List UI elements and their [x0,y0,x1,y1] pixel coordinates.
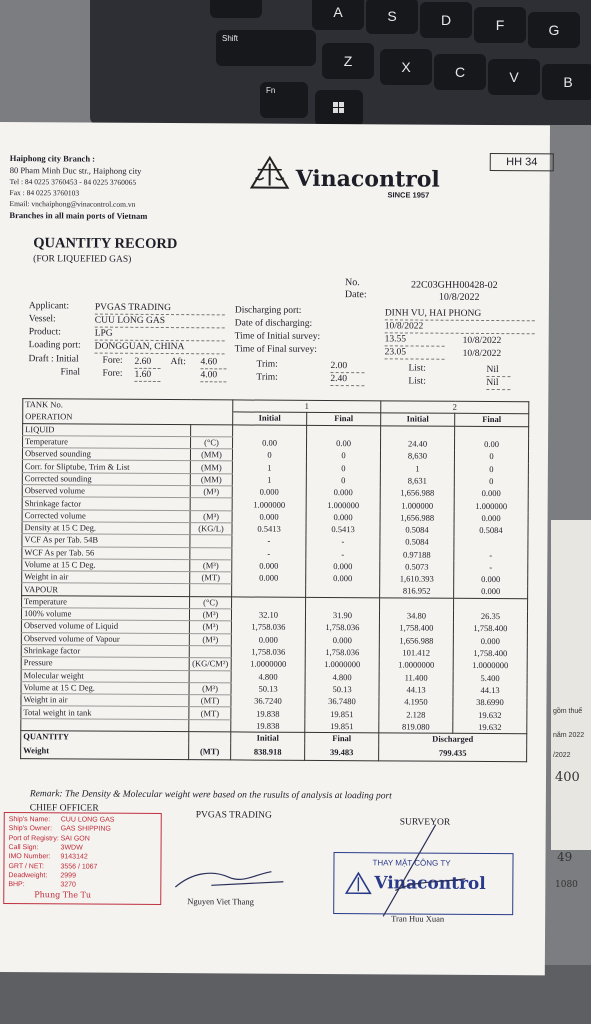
quantity-initial-header: Initial [231,732,305,744]
vapour-unit: (°C) [190,596,232,609]
vapour-value: 1,758.036 [231,646,305,659]
liquid-value: 1 [232,461,306,474]
weight-unit: (MT) [189,743,231,760]
fore-label-final: Fore: [102,368,123,379]
list-label-initial: List: [408,363,426,374]
vapour-label: Volume at 15 C Deg. [21,681,189,694]
document-subtitle: (FOR LIQUEFIED GAS) [33,254,132,265]
side-note-2: năm 2022 [553,732,585,739]
pvgas-signer-name: Nguyen Viet Thang [187,896,254,907]
stamp-value: CUU LONG GAS [60,816,115,824]
draft-final-aft: 4.00 [200,371,226,382]
liquid-value: - [232,535,306,548]
liquid-label: Weight in air [22,571,190,584]
vapour-unit: (M³) [189,633,231,646]
vapour-unit [189,719,231,732]
liquid-value: 0 [454,475,528,488]
liquid-value: 1.000000 [380,499,454,512]
vapour-label: Weight in air [21,694,189,707]
draft-initial-aft: 4.60 [200,358,226,369]
liquid-value [307,425,381,438]
vapour-value: 36.7240 [231,695,305,708]
liquid-value: 0.000 [232,560,306,573]
liquid-value: 0.5084 [454,524,528,537]
liquid-value: 24.40 [381,438,455,451]
draft-initial-fore: 2.60 [134,358,160,369]
branch-fax: Fax : 84 0225 3760103 [9,188,80,198]
vapour-value: 36.7480 [305,695,379,708]
surveyor-label: SURVEYOR [399,817,451,828]
fore-label-initial: Fore: [102,355,123,366]
pvgas-signature [171,863,291,894]
liquid-unit: (M³) [190,486,232,499]
vapour-value: 5.400 [453,672,527,685]
vapour-value [380,598,454,611]
product-label: Product: [28,327,61,338]
vapour-value: 19.838 [231,707,305,720]
vapour-value: 101.412 [379,647,453,660]
date-discharging-label: Date of discharging: [234,318,313,329]
liquid-value: 0.00 [233,437,307,450]
vapour-value: 819.080 [379,721,453,734]
liquid-value: 0.000 [306,560,380,573]
liquid-value: 0.5084 [380,524,454,537]
vapour-value: 4.800 [305,671,379,684]
liquid-value: 0.5084 [380,536,454,549]
liquid-label: Density at 15 C Deg. [22,522,190,535]
liquid-value [381,425,455,438]
logo-name: Vinacontrol [295,165,440,193]
liquid-label: WCF As per Tab. 56 [22,546,190,559]
liquid-unit [190,535,232,548]
key-g: G [528,12,580,48]
liquid-value: 0 [454,463,528,476]
key-caps-lock [210,0,262,18]
liquid-value: 0.000 [454,512,528,525]
liquid-value: 0.000 [306,486,380,499]
stamp-key: IMO Number: [8,853,51,861]
liquid-value: 0 [232,449,306,462]
pvgas-label: PVGAS TRADING [195,810,272,821]
final-survey-label: Time of Final survey: [234,344,317,355]
vapour-value: 19.851 [305,720,379,733]
key-c: C [434,54,486,90]
liquid-label: Corrected sounding [22,472,190,485]
vapour-value: 19.838 [231,720,305,733]
stamp-value: 2999 [60,872,76,880]
list-final: Nil [486,379,510,390]
trim-label-final: Trim: [256,372,278,383]
branch-tel: Tel : 84 0225 3760453 - 84 0225 3760065 [9,177,137,187]
vapour-value: 0.000 [305,634,379,647]
vapour-value: 26.35 [453,610,527,623]
stamp-value: 3WDW [60,844,83,852]
draft-final-label: Final [60,367,81,378]
discharging-port-value: DINH VU, HAI PHONG [385,309,535,320]
liquid-value [232,584,306,597]
liquid-unit: (KG/L) [190,523,232,536]
vapour-unit: (MT) [189,707,231,720]
vapour-value: 0.000 [453,635,527,648]
stamp-line [9,825,111,833]
liquid-value: 0.000 [306,511,380,524]
liquid-value: - [306,548,380,561]
vapour-value: 1,656.988 [379,634,453,647]
initial-survey-date: 10/8/2022 [462,335,502,347]
vapour-value: 1,758.036 [305,646,379,659]
liquid-value: 0.97188 [380,548,454,561]
vapour-value: 1.0000000 [231,658,305,671]
vapour-value [232,597,306,610]
stamp-line [8,863,97,871]
surveyor-signer-name: Tran Huu Xuan [391,913,445,924]
key-fn: Fn [260,82,308,118]
vapour-label: Observed volume of Vapour [21,632,189,645]
liquid-label: Shrinkage factor [22,497,190,510]
liquid-value: - [454,549,528,562]
scales-icon [248,156,292,190]
liquid-value: - [454,561,528,574]
ship-stamp [3,812,162,905]
vessel-label: Vessel: [28,314,56,325]
list-label-final: List: [408,376,426,387]
liquid-unit: (MM) [190,473,232,486]
vapour-value: 2.128 [379,708,453,721]
vapour-value: 34.80 [379,610,453,623]
vinacontrol-logo [248,156,292,194]
stamp-key: Call Sign: [8,843,39,852]
tank-2-header: 2 [381,401,529,414]
liquid-unit: (MM) [190,461,232,474]
vapour-unit: (M³) [189,621,231,634]
vapour-label [21,718,189,731]
vapour-label: Molecular weight [21,669,189,682]
applicant-label: Applicant: [28,301,70,312]
quantity-table [20,398,529,762]
liquid-label: Corrected volume [22,509,190,522]
vapour-value: 31.90 [305,609,379,622]
liquid-value: 1 [380,462,454,475]
laptop-keyboard [90,0,591,125]
liquid-value: 0.000 [454,573,528,586]
key-s: S [366,0,418,34]
date-discharging-value: 10/8/2022 [385,322,535,333]
branch-title: Haiphong city Branch : [9,153,96,164]
liquid-value: 816.952 [380,585,454,598]
liquid-unit: (M³) [190,510,232,523]
liquid-unit: (MT) [190,572,232,585]
vapour-label: Temperature [22,595,190,608]
liquid-unit [190,547,232,560]
vapour-value: 4.800 [231,670,305,683]
remark: Remark: The Density & Molecular weight were based on the rusults of analysis at loading port [29,789,392,802]
liquid-label: VCF As per Tab. 54B [22,534,190,547]
draft-initial-label: Draft : Initial [28,354,79,365]
liquid-value: - [306,536,380,549]
stamp-value: 3556 / 1067 [60,862,98,871]
document-code: HH 34 [490,153,554,171]
side-hand-2: 49 [557,850,573,864]
stamp-value: GAS SHIPPING [60,825,111,833]
quantity-discharged-header: Discharged [379,733,527,746]
date-value: 10/8/2022 [438,291,480,303]
vapour-value: 1,758.400 [453,647,527,660]
logo-since: SINCE 1957 [387,190,430,200]
key-v: V [488,59,540,95]
vapour-value: 44.13 [453,684,527,697]
side-paper [551,520,591,890]
blue-stamp-top: THAY MẶT CÔNG TY [372,858,451,868]
stamp-line [8,853,87,860]
stamp-value: SAI GON [60,834,90,843]
branch-address: 80 Pham Minh Duc str., Haiphong city [9,165,142,176]
stamp-value: 3270 [60,881,76,889]
liquid-unit [190,498,232,511]
liquid-value: 1,656.988 [380,512,454,525]
liquid-label: LIQUID [23,423,191,436]
vapour-value: 1,758.400 [453,623,527,636]
no-value: 22C03GHH00428-02 [410,279,498,292]
stamp-line [9,844,83,851]
discharging-port-label: Discharging port: [234,305,302,316]
liquid-value: 0.000 [232,572,306,585]
liquid-value: 0.000 [454,487,528,500]
vapour-value: 1,758.036 [231,621,305,634]
side-hand-1: 400 [555,770,580,785]
vapour-value [306,597,380,610]
chief-officer-label: CHIEF OFFICER [29,803,99,814]
vapour-value: 1.0000000 [453,660,527,673]
stamp-line [8,872,76,879]
liquid-value [455,426,529,439]
vapour-value: 44.13 [379,684,453,697]
product-value: LPG [95,330,225,341]
tank-1-initial-header: Initial [233,412,307,425]
draft-final-fore: 1.60 [134,371,160,382]
liquid-label: Temperature [23,436,191,449]
liquid-unit [190,584,232,597]
key-f: F [474,7,526,43]
windows-icon [333,102,345,114]
weight-discharged: 799.435 [379,745,527,762]
stamp-line [9,816,115,824]
key-z: Z [322,43,374,79]
vapour-value: 1.0000000 [305,659,379,672]
weight-label: Weight [21,742,189,760]
trim-final: 2.40 [330,375,364,386]
quantity-final-header: Final [305,732,379,744]
vapour-value: 1,758.036 [305,622,379,635]
blue-stamp-name: Vinacontrol [374,873,486,894]
liquid-value: 0.000 [454,586,528,599]
side-note-3: /2022 [553,752,571,759]
liquid-unit: (M³) [190,560,232,573]
liquid-value: 1.000000 [306,499,380,512]
document-title: QUANTITY RECORD [33,235,178,253]
vapour-unit: (M³) [189,682,231,695]
weight-initial: 838.918 [231,744,305,761]
stamp-key: Ship's Owner: [8,825,53,833]
vapour-label: Pressure [21,657,189,670]
initial-survey-label: Time of Initial survey: [234,331,321,342]
operation-header: OPERATION [23,411,233,425]
liquid-unit [191,424,233,437]
liquid-value: 0.5073 [380,561,454,574]
key-a: A [312,0,364,30]
liquid-value: 8,631 [380,475,454,488]
branch-note: Branches in all main ports of Vietnam [9,210,148,221]
vapour-label: Total weight in tank [21,706,189,719]
key-b: B [542,64,591,100]
quantity-record-document [0,122,550,975]
liquid-value: 1,610.393 [380,573,454,586]
stamp-line [8,881,76,888]
liquid-value: 0.000 [232,486,306,499]
stamp-key: Deadweight: [8,871,48,880]
liquid-value: 1.000000 [232,498,306,511]
tank-1-header: 1 [233,400,381,413]
liquid-value [233,425,307,438]
stamp-value: 9143142 [60,853,88,861]
date-label: Date: [344,289,367,301]
liquid-value: 0 [454,450,528,463]
vapour-unit [189,646,231,659]
vapour-value: 50.13 [231,683,305,696]
vapour-value: 19.851 [305,708,379,721]
chief-signature: Phung The Tu [34,890,92,900]
stamp-key: GRT / NET: [8,862,45,870]
liquid-label: Observed sounding [22,448,190,461]
liquid-value: 8,630 [380,450,454,463]
liquid-unit: (°C) [191,437,233,450]
stamp-key: Port of Registry: [8,834,59,842]
vapour-label: Observed volume of Liquid [21,620,189,633]
key-windows [315,90,363,126]
vapour-value: 4.1950 [379,696,453,709]
stamp-line [9,835,90,842]
stamp-key: Ship's Name: [8,816,51,824]
liquid-value: 0.00 [455,438,529,451]
blue-scales-icon [344,871,372,895]
liquid-value: 0.5413 [232,523,306,536]
liquid-value: 0.000 [306,573,380,586]
vapour-value: 19.632 [453,709,527,722]
final-survey-date: 10/8/2022 [462,348,502,360]
tank-2-initial-header: Initial [381,413,455,426]
applicant-value: PVGAS TRADING [95,304,225,315]
key-shift: Shift [216,30,316,66]
vapour-value: 32.10 [231,609,305,622]
liquid-value: 0 [306,474,380,487]
vapour-value: 1.0000000 [379,659,453,672]
vapour-value: 11.400 [379,671,453,684]
trim-initial: 2.00 [330,362,364,373]
liquid-value [454,537,528,550]
vapour-value: 0.000 [231,634,305,647]
tank-no-header: TANK No. [23,399,233,413]
no-label: No. [344,277,360,289]
vapour-value [454,598,528,611]
branch-email: Email: vnchaiphong@vinacontrol.com.vn [9,199,136,209]
liquid-value: 1.000000 [454,500,528,513]
trim-label-initial: Trim: [256,359,278,370]
liquid-value: 0 [306,462,380,475]
initial-survey-time: 13.55 [385,335,445,346]
liquid-value: 0.5413 [306,523,380,536]
vapour-unit [189,670,231,683]
side-note-1: gồm thuế [553,708,583,715]
loading-port-label: Loading port: [28,340,81,351]
liquid-value: 0.000 [232,511,306,524]
liquid-label: Volume at 15 C Deg. [22,559,190,572]
liquid-value: 0 [306,450,380,463]
aft-label-initial: Aft: [170,357,186,368]
tank-2-final-header: Final [455,414,529,427]
vapour-unit: (KG/CM²) [189,658,231,671]
liquid-label: VAPOUR [22,583,190,596]
liquid-label: Observed volume [22,485,190,498]
liquid-unit: (MM) [190,449,232,462]
stamp-key: BHP: [8,881,25,889]
tank-1-final-header: Final [307,413,381,426]
vapour-label: 100% volume [21,608,189,621]
key-d: D [420,2,472,38]
vapour-label: Shrinkage factor [21,645,189,658]
weight-final: 39.483 [305,744,379,761]
vapour-unit: (M³) [189,609,231,622]
final-survey-time: 23.05 [385,348,445,359]
vapour-value: 50.13 [305,683,379,696]
vessel-value: CUU LONG GAS [95,317,225,328]
liquid-value: 1 [232,474,306,487]
liquid-value: - [232,547,306,560]
list-initial: Nil [486,366,510,377]
liquid-value [306,585,380,598]
liquid-value: 1,656.988 [380,487,454,500]
liquid-value: 0.00 [307,437,381,450]
vapour-value: 1,758.400 [379,622,453,635]
loading-port-value: DONGGUAN, CHINA [95,343,225,354]
vapour-unit: (MT) [189,695,231,708]
vapour-value: 19.632 [453,721,527,734]
side-hand-3: 1080 [555,880,578,890]
key-x: X [380,49,432,85]
vapour-value: 38.6990 [453,696,527,709]
quantity-label: QUANTITY [21,731,189,744]
liquid-label: Corr. for Sliptube, Trim & List [22,460,190,473]
